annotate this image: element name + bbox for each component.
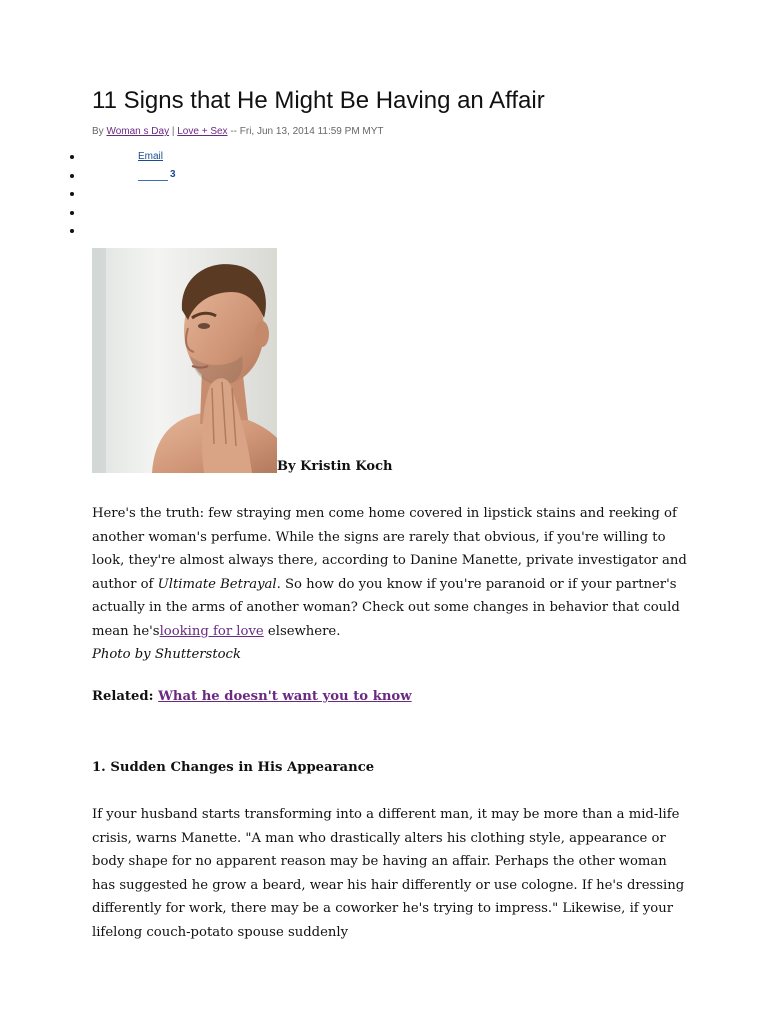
byline-separator: | [169, 126, 178, 137]
author-link[interactable]: Woman s Day [106, 126, 170, 137]
byline-prefix: By [92, 126, 107, 137]
related-colon: : [148, 689, 159, 704]
section-1-paragraph: If your husband starts transforming into a different man, it may be more than a mid-life crisis, warns Manette. "A man who drastically alters his clothing style, appearance or body shape for no apparent reason may be having an affair. Perhaps the other woman has suggested he grow a beard, wear his hair differently or use cologne. If he's dressing differently for work, there may be a coworker he's trying to impress." Likewise, if your lifelong couch-potato spouse suddenly [92, 807, 685, 940]
intro-text-2: . So how do you know if you're paranoid or if your partner's actually in the arms of another woman? Check out some changes in behavior that could mean he's [92, 576, 680, 639]
bullet-dot-icon [70, 211, 74, 215]
intro-text-3: elsewhere. [263, 623, 341, 639]
bullet-dot-icon [70, 229, 74, 233]
article-byline [92, 125, 384, 139]
share-list-item [70, 169, 210, 188]
byline-dash: -- [227, 126, 240, 137]
looking-for-love-link[interactable]: looking for love [159, 623, 264, 639]
related-article-link[interactable]: What he doesn't want you to know [158, 689, 412, 704]
photo-credit: Photo by Shutterstock [92, 647, 241, 662]
share-list [70, 150, 210, 243]
article-photo [92, 248, 277, 473]
bullet-dot-icon [70, 174, 74, 178]
related-label: Related [92, 689, 149, 704]
category-link[interactable]: Love + Sex [177, 126, 228, 137]
share-list-item [70, 150, 210, 169]
man-in-mirror-illustration [92, 248, 277, 473]
share-list-item [70, 206, 210, 225]
share-list-item [70, 224, 210, 243]
book-title: Ultimate Betrayal [157, 576, 277, 592]
share-count: 3 [170, 168, 176, 180]
author-credit: By Kristin Koch [277, 459, 393, 474]
section-1-heading: 1. Sudden Changes in His Appearance [92, 760, 375, 775]
related-line [92, 688, 412, 706]
bullet-dot-icon [70, 155, 74, 159]
publish-date: Fri, Jun 13, 2014 11:59 PM MYT [239, 126, 384, 137]
email-share-link[interactable]: Email [138, 151, 164, 162]
intro-paragraph [92, 502, 692, 667]
share-button[interactable] [138, 169, 168, 181]
share-list-item [70, 187, 210, 206]
bullet-dot-icon [70, 192, 74, 196]
intro-text-1: Here's the truth: few straying men come home covered in lipstick stains and reeking of another woman's perfume. While the signs are rarely that obvious, if you're willing to look, they're almost always there, according to Danine Manette, private investigator and author of [92, 506, 687, 592]
article-title: 11 Signs that He Might Be Having an Affair [92, 87, 545, 114]
